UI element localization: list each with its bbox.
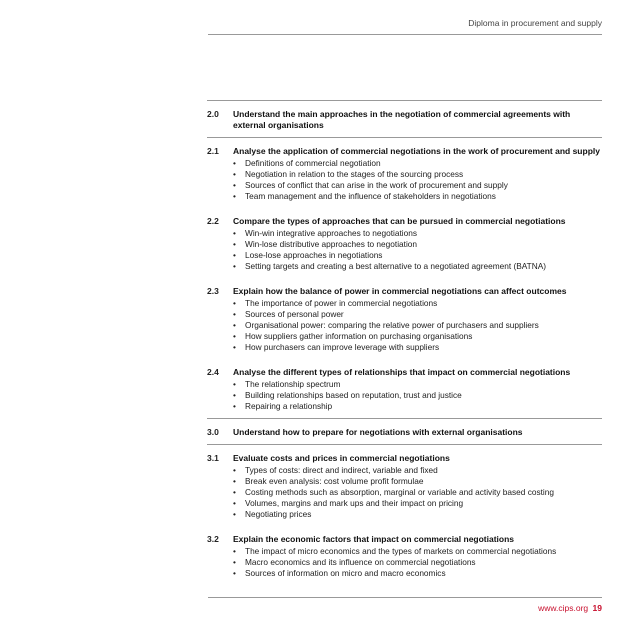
section-number: 2.0: [207, 109, 219, 119]
website-link[interactable]: www.cips.org: [538, 603, 589, 613]
section-number: 3.2: [207, 534, 219, 544]
list-item: • Repairing a relationship: [233, 401, 333, 411]
list-item: • The relationship spectrum: [233, 379, 341, 389]
section-title: Understand the main approaches in the negotiation of commercial agreements with external organisations: [233, 109, 571, 130]
bullet-list: [233, 298, 602, 353]
section-number: 2.2: [207, 216, 219, 226]
bullet-list: [233, 228, 602, 272]
section-2-3: [207, 278, 602, 359]
list-item: • Organisational power: comparing the relative power of purchasers and suppliers: [233, 320, 539, 330]
section-number: 2.4: [207, 367, 219, 377]
list-item: • Setting targets and creating a best alternative to a negotiated agreement (BATNA): [233, 261, 547, 271]
section-number: 3.0: [207, 427, 219, 437]
bullet-list: [233, 379, 602, 412]
section-number: 2.1: [207, 146, 219, 156]
section-number: 2.3: [207, 286, 219, 296]
section-3-2: [207, 526, 602, 585]
list-item: • Win-win integrative approaches to negotiations: [233, 228, 418, 238]
bullet-list: [233, 465, 602, 520]
list-item: • Negotiating prices: [233, 509, 312, 519]
page-footer: [208, 603, 602, 613]
list-item: • How purchasers can improve leverage with suppliers: [233, 342, 440, 352]
header-divider: [208, 34, 602, 35]
list-item: • Types of costs: direct and indirect, variable and fixed: [233, 465, 438, 475]
section-title: Explain how the balance of power in commercial negotiations can affect outcomes: [233, 286, 567, 296]
list-item: • Definitions of commercial negotiation: [233, 158, 381, 168]
list-item: • Building relationships based on reputation, trust and justice: [233, 390, 462, 400]
list-item: • Sources of personal power: [233, 309, 344, 319]
section-title: Compare the types of approaches that can be pursued in commercial negotiations: [233, 216, 566, 226]
section-title: Evaluate costs and prices in commercial negotiations: [233, 453, 450, 463]
list-item: • How suppliers gather information on purchasing organisations: [233, 331, 473, 341]
section-title: Explain the economic factors that impact on commercial negotiations: [233, 534, 515, 544]
section-3-1: [207, 445, 602, 526]
section-2-2: [207, 208, 602, 278]
section-2-0: [207, 101, 602, 137]
list-item: • Sources of information on micro and macro economics: [233, 568, 446, 578]
section-number: 3.1: [207, 453, 219, 463]
list-item: • Sources of conflict that can arise in the work of procurement and supply: [233, 180, 508, 190]
bullet-list: [233, 158, 602, 202]
list-item: • Costing methods such as absorption, marginal or variable and activity based costing: [233, 487, 554, 497]
bullet-list: [233, 546, 602, 579]
list-item: • Macro economics and its influence on commercial negotiations: [233, 557, 476, 567]
section-title: Analyse the different types of relationships that impact on commercial negotiations: [233, 367, 571, 377]
list-item: • Win-lose distributive approaches to negotiation: [233, 239, 418, 249]
running-header: Diploma in procurement and supply: [468, 18, 602, 28]
page-number: 19: [592, 603, 602, 613]
section-3-0: [207, 419, 602, 444]
list-item: • Volumes, margins and mark ups and their impact on pricing: [233, 498, 464, 508]
list-item: • The importance of power in commercial negotiations: [233, 298, 438, 308]
list-item: • Break even analysis: cost volume profit formulae: [233, 476, 424, 486]
list-item: • The impact of micro economics and the types of markets on commercial negotiations: [233, 546, 557, 556]
section-title: Understand how to prepare for negotiations with external organisations: [233, 427, 523, 437]
section-2-4: [207, 359, 602, 418]
section-title: Analyse the application of commercial negotiations in the work of procurement and supply: [233, 146, 600, 156]
list-item: • Negotiation in relation to the stages of the sourcing process: [233, 169, 464, 179]
footer-divider: [208, 597, 602, 598]
syllabus-content: [207, 100, 602, 585]
section-2-1: [207, 138, 602, 208]
list-item: • Team management and the influence of stakeholders in negotiations: [233, 191, 496, 201]
list-item: • Lose-lose approaches in negotiations: [233, 250, 383, 260]
